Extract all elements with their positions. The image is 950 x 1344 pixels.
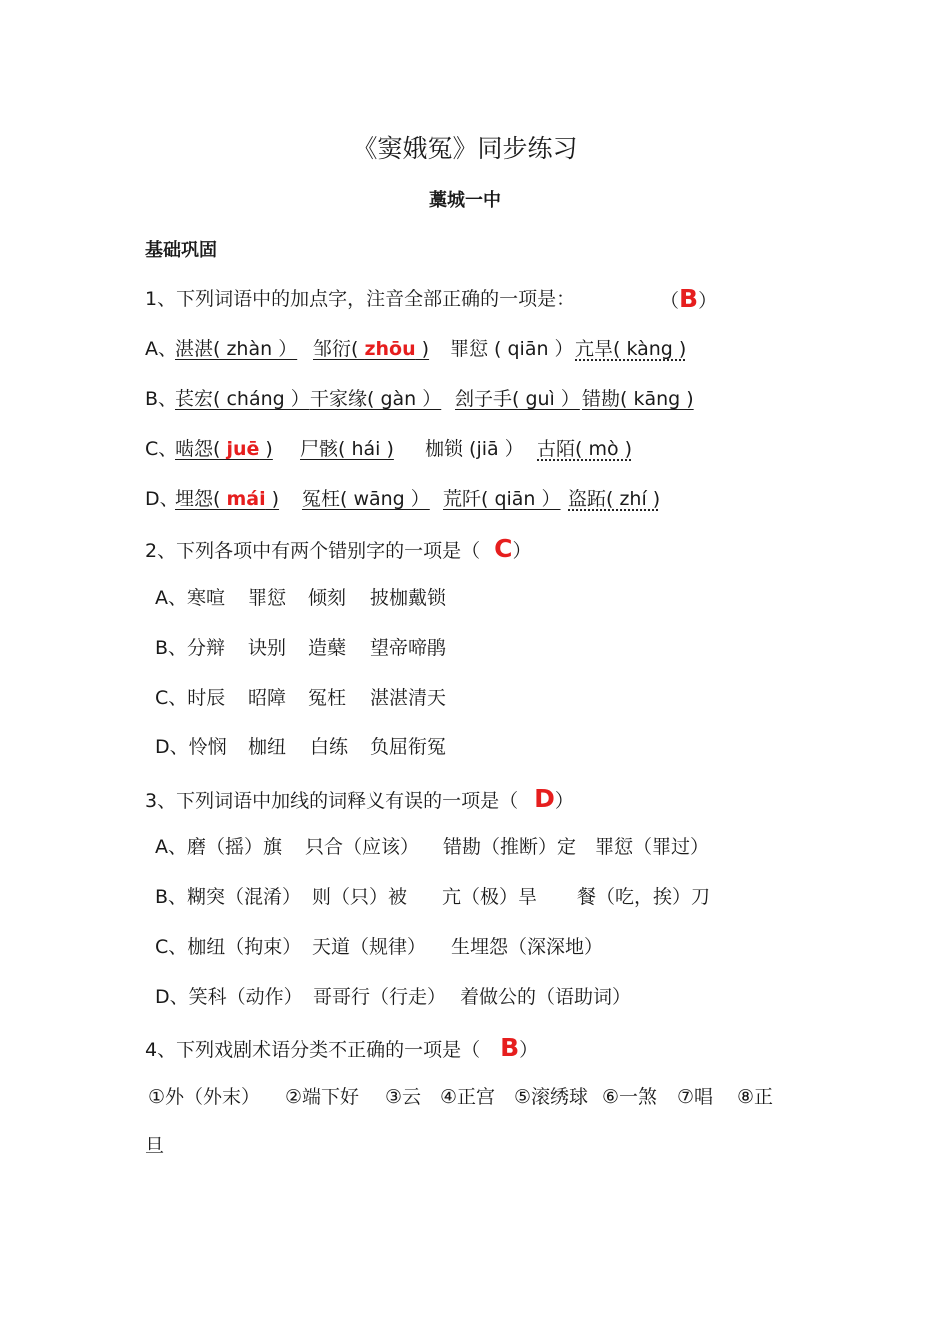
question-3-answer: D: [534, 784, 555, 813]
question-4-answer: B: [500, 1033, 520, 1062]
school-name: 藁城一中: [429, 190, 501, 211]
question-2-answer: C: [494, 534, 513, 563]
question-2-stem: 2、下列各项中有两个错别字的一项是（ C）: [145, 534, 532, 563]
question-3-stem: 3、下列词语中加线的词释义有误的一项是（ D）: [145, 784, 574, 813]
document-title: 《窦娥冤》同步练习: [352, 134, 578, 163]
question-1-stem: 1、下列词语中的加点字，注音全部正确的一项是： （B）: [145, 284, 718, 313]
question-4-items-continued: 旦: [145, 1135, 165, 1157]
question-1-answer: B: [679, 284, 699, 313]
question-4-stem: 4、下列戏剧术语分类不正确的一项是（ B）: [145, 1033, 539, 1062]
section-heading: 基础巩固: [145, 240, 217, 261]
